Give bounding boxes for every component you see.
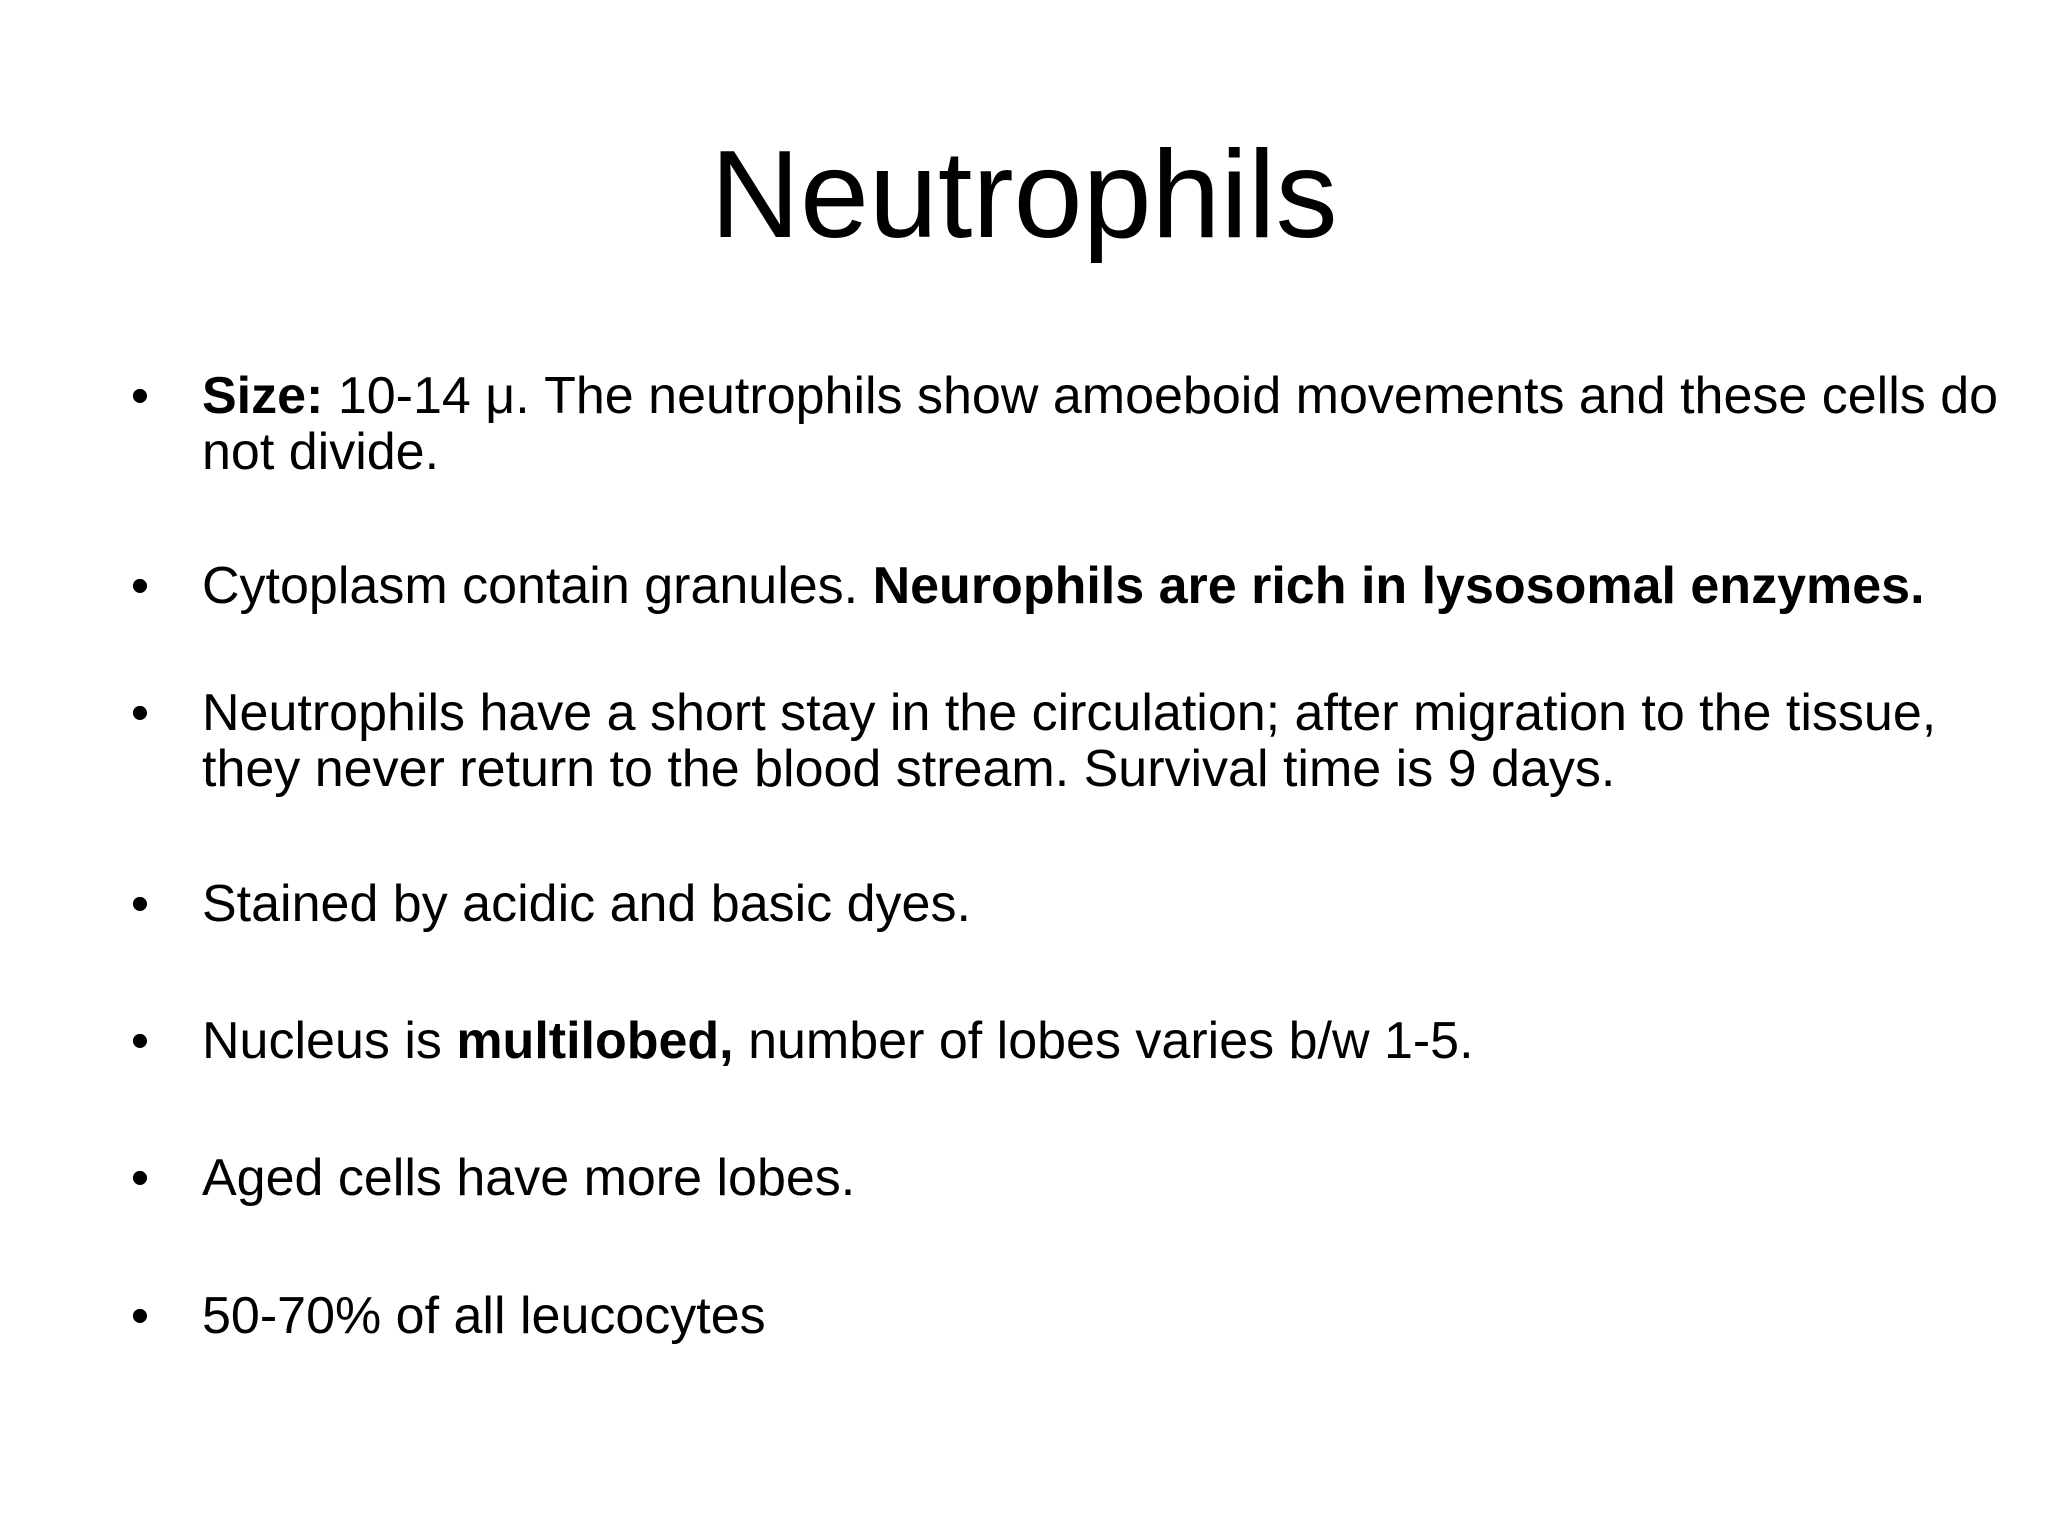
- bullet-body-before: Nucleus is: [202, 1012, 457, 1070]
- bullet-body: Aged cells have more lobes.: [202, 1149, 856, 1207]
- bullet-bold-mid: multilobed,: [456, 1012, 734, 1070]
- bullet-marker: •: [130, 1149, 150, 1207]
- bullet-marker: •: [130, 875, 150, 933]
- slide-title: Neutrophils: [710, 126, 1338, 264]
- bullet-body-after: number of lobes varies b/w 1-5.: [733, 1012, 1474, 1070]
- bullet-text: [202, 876, 2002, 932]
- bullet-body: 50-70% of all leucocytes: [202, 1287, 766, 1345]
- bullet-text: [202, 685, 2002, 797]
- bullet-body: Cytoplasm contain granules.: [202, 557, 873, 615]
- bullet-text: [202, 1288, 2002, 1344]
- bullet-marker: •: [130, 1012, 150, 1070]
- bullet-marker: •: [130, 557, 150, 615]
- bullet-marker: •: [130, 1287, 150, 1345]
- bullet-body: Neutrophils have a short stay in the circulation; after migration to the tissue, they never return to the blood stream. Survival time is 9 days.: [202, 684, 1937, 798]
- bullet-bold-tail: Neurophils are rich in lysosomal enzymes.: [872, 557, 1925, 615]
- bullet-text: [202, 558, 2002, 614]
- bullet-bold-lead: Size:: [202, 367, 324, 425]
- bullet-text: [202, 1150, 2002, 1206]
- bullet-text: [202, 368, 2002, 480]
- bullet-text: [202, 1013, 2002, 1069]
- bullet-body: Stained by acidic and basic dyes.: [202, 875, 971, 933]
- bullet-marker: •: [130, 684, 150, 742]
- bullet-marker: •: [130, 367, 150, 425]
- bullet-body: 10-14 μ. The neutrophils show amoeboid movements and these cells do not divide.: [202, 367, 1999, 481]
